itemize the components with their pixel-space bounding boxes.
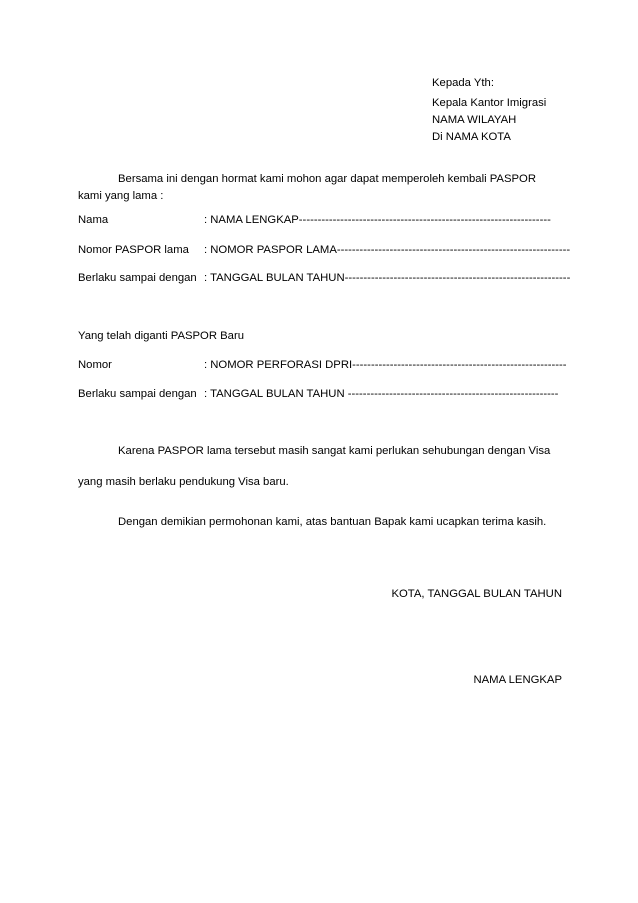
reason-line-1: Karena PASPOR lama tersebut masih sangat kami perlukan sehubungan dengan Visa — [118, 445, 551, 457]
recipient-office: Kepala Kantor Imigrasi — [432, 97, 547, 109]
opening-line-2: kami yang lama : — [78, 190, 164, 202]
old-name-label: Nama — [78, 214, 109, 226]
recipient-salutation: Kepada Yth: — [432, 77, 494, 89]
place-date: KOTA, TANGGAL BULAN TAHUN — [391, 588, 562, 600]
recipient-region: NAMA WILAYAH — [432, 114, 517, 126]
opening-line-1: Bersama ini dengan hormat kami mohon agar dapat memperoleh kembali PASPOR — [118, 173, 536, 185]
new-number-value: : NOMOR PERFORASI DPRI--------------------------------------------------------- — [204, 359, 567, 371]
new-passport-heading: Yang telah diganti PASPOR Baru — [78, 330, 244, 342]
old-valid-value: : TANGGAL BULAN TAHUN------------------------------------------------------------ — [204, 272, 571, 284]
signature-name: NAMA LENGKAP — [473, 674, 562, 686]
old-name-value: : NAMA LENGKAP------------------------------------------------------------------- — [204, 214, 551, 226]
old-valid-label: Berlaku sampai dengan — [78, 272, 197, 284]
closing-paragraph: Dengan demikian permohonan kami, atas bantuan Bapak kami ucapkan terima kasih. — [118, 516, 547, 528]
recipient-city: Di NAMA KOTA — [432, 131, 511, 143]
reason-line-2: yang masih berlaku pendukung Visa baru. — [78, 476, 289, 488]
old-number-value: : NOMOR PASPOR LAMA-------------------------------------------------------------- — [204, 244, 571, 256]
new-valid-value: : TANGGAL BULAN TAHUN -------------------------------------------------------- — [204, 388, 559, 400]
new-valid-label: Berlaku sampai dengan — [78, 388, 197, 400]
old-number-label: Nomor PASPOR lama — [78, 244, 189, 256]
new-number-label: Nomor — [78, 359, 112, 371]
